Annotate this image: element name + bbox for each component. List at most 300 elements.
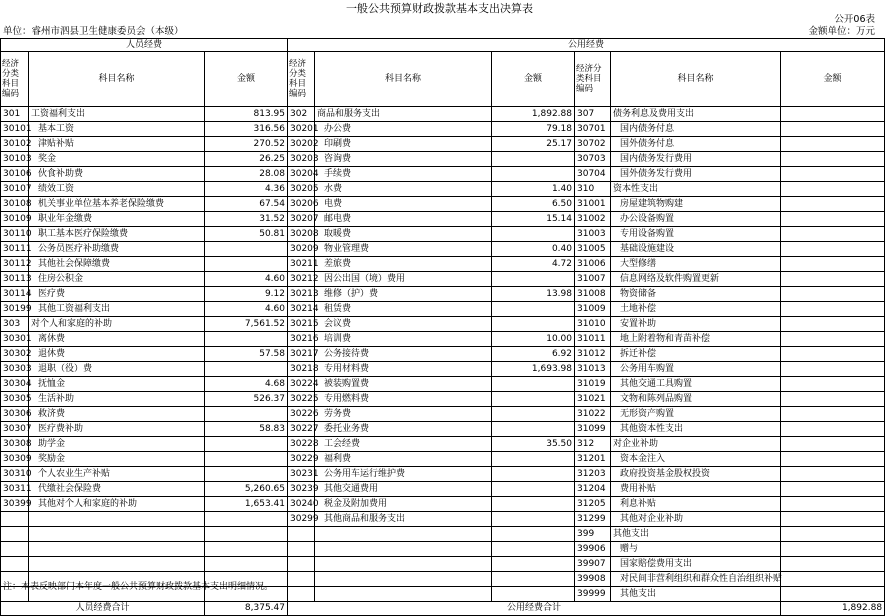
code-cell: 31203 — [575, 467, 611, 482]
table-row — [1, 482, 885, 497]
code-cell: 30199 — [1, 302, 29, 317]
code-cell: 30202 — [288, 137, 315, 152]
footnote: 注：本表反映部门本年度一般公共预算财政拨款基本支出明细情况。 — [3, 582, 274, 592]
code-cell: 30207 — [288, 212, 315, 227]
amount-cell — [781, 392, 885, 407]
table-row — [1, 332, 885, 347]
name-cell: 其他交通工具购置 — [611, 377, 781, 392]
name-cell: 住房公积金 — [29, 272, 205, 287]
table-row — [1, 272, 885, 287]
amount-cell — [205, 467, 288, 482]
amount-cell: 50.81 — [205, 227, 288, 242]
table-row — [1, 527, 885, 542]
code-cell: 31012 — [575, 347, 611, 362]
code-cell: 30205 — [288, 182, 315, 197]
table-row — [1, 542, 885, 557]
name-cell: 印刷费 — [315, 137, 492, 152]
amount-cell — [781, 257, 885, 272]
code-cell: 30208 — [288, 227, 315, 242]
amount-cell — [492, 302, 575, 317]
totals-row — [1, 602, 885, 616]
amount-cell: 25.17 — [492, 137, 575, 152]
amount-cell — [781, 362, 885, 377]
empty-cell — [29, 557, 205, 572]
empty-cell — [288, 587, 315, 602]
amount-cell: 4.60 — [205, 272, 288, 287]
public-total-amount: 1,892.88 — [781, 602, 885, 616]
amount-cell — [781, 272, 885, 287]
name-column-header: 科目名称 — [611, 52, 781, 107]
name-cell: 国家赔偿费用支出 — [611, 557, 781, 572]
amount-cell — [781, 497, 885, 512]
name-cell: 国外债务发行费用 — [611, 167, 781, 182]
amount-cell: 9.12 — [205, 287, 288, 302]
amount-cell — [492, 467, 575, 482]
name-cell: 医疗费 — [29, 287, 205, 302]
code-cell: 31205 — [575, 497, 611, 512]
code-cell: 30101 — [1, 122, 29, 137]
report-title: 一般公共预算财政拨款基本支出决算表 — [346, 2, 533, 15]
code-cell: 30703 — [575, 152, 611, 167]
amount-cell: 7,561.52 — [205, 317, 288, 332]
amount-cell — [781, 557, 885, 572]
name-cell: 基础设施建设 — [611, 242, 781, 257]
code-cell: 30301 — [1, 332, 29, 347]
amount-cell — [781, 482, 885, 497]
code-cell: 399 — [575, 527, 611, 542]
amount-cell: 28.08 — [205, 167, 288, 182]
name-cell: 电费 — [315, 197, 492, 212]
name-cell: 对个人和家庭的补助 — [29, 317, 205, 332]
name-cell: 水费 — [315, 182, 492, 197]
code-cell: 31011 — [575, 332, 611, 347]
amount-cell — [781, 167, 885, 182]
code-cell: 30225 — [288, 392, 315, 407]
amount-cell — [492, 407, 575, 422]
empty-cell — [205, 542, 288, 557]
name-cell: 伙食补助费 — [29, 167, 205, 182]
name-cell: 绩效工资 — [29, 182, 205, 197]
empty-cell — [492, 542, 575, 557]
name-column-header: 科目名称 — [29, 52, 205, 107]
table-row — [1, 167, 885, 182]
amount-cell: 31.52 — [205, 212, 288, 227]
amount-cell — [781, 242, 885, 257]
name-cell: 个人农业生产补贴 — [29, 467, 205, 482]
code-cell: 30702 — [575, 137, 611, 152]
name-cell: 手续费 — [315, 167, 492, 182]
empty-cell — [29, 527, 205, 542]
amount-cell: 6.50 — [492, 197, 575, 212]
amount-cell: 526.37 — [205, 392, 288, 407]
table-row — [1, 107, 885, 122]
empty-cell — [492, 587, 575, 602]
name-cell: 债务利息及费用支出 — [611, 107, 781, 122]
empty-cell — [29, 542, 205, 557]
amount-cell — [781, 227, 885, 242]
code-cell: 30112 — [1, 257, 29, 272]
amount-cell — [781, 182, 885, 197]
empty-cell — [288, 572, 315, 587]
name-cell: 基本工资 — [29, 122, 205, 137]
name-cell: 委托业务费 — [315, 422, 492, 437]
table-row — [1, 137, 885, 152]
name-cell: 办公设备购置 — [611, 212, 781, 227]
empty-cell — [1, 557, 29, 572]
amount-cell — [781, 332, 885, 347]
table-row — [1, 422, 885, 437]
amount-cell: 58.83 — [205, 422, 288, 437]
name-cell: 代缴社会保险费 — [29, 482, 205, 497]
name-cell: 取暖费 — [315, 227, 492, 242]
code-cell: 30108 — [1, 197, 29, 212]
code-cell: 31010 — [575, 317, 611, 332]
name-cell: 大型修缮 — [611, 257, 781, 272]
code-cell: 303 — [1, 317, 29, 332]
code-cell: 30106 — [1, 167, 29, 182]
name-cell: 专用燃料费 — [315, 392, 492, 407]
name-cell: 其他资本性支出 — [611, 422, 781, 437]
name-cell: 退职（役）费 — [29, 362, 205, 377]
amount-cell: 4.60 — [205, 302, 288, 317]
code-cell: 31003 — [575, 227, 611, 242]
code-cell: 31204 — [575, 482, 611, 497]
name-cell: 政府投资基金股权投资 — [611, 467, 781, 482]
amount-cell — [492, 392, 575, 407]
empty-cell — [205, 557, 288, 572]
empty-cell — [1, 527, 29, 542]
name-cell: 咨询费 — [315, 152, 492, 167]
code-cell: 31001 — [575, 197, 611, 212]
table-row — [1, 302, 885, 317]
amount-cell — [205, 242, 288, 257]
name-cell: 其他对个人和家庭的补助 — [29, 497, 205, 512]
empty-cell — [492, 527, 575, 542]
code-column-header: 经济分类科目编码 — [575, 52, 611, 107]
code-cell: 31013 — [575, 362, 611, 377]
code-cell: 39908 — [575, 572, 611, 587]
code-cell: 31022 — [575, 407, 611, 422]
empty-cell — [205, 512, 288, 527]
code-cell: 30302 — [1, 347, 29, 362]
code-cell: 30102 — [1, 137, 29, 152]
code-cell: 30305 — [1, 392, 29, 407]
name-cell: 商品和服务支出 — [315, 107, 492, 122]
name-cell: 退休费 — [29, 347, 205, 362]
amount-cell: 1.40 — [492, 182, 575, 197]
code-cell: 301 — [1, 107, 29, 122]
name-cell: 国内债务发行费用 — [611, 152, 781, 167]
code-cell: 30218 — [288, 362, 315, 377]
name-cell: 无形资产购置 — [611, 407, 781, 422]
name-cell: 其他支出 — [611, 527, 781, 542]
amount-cell — [492, 422, 575, 437]
amount-cell — [781, 527, 885, 542]
amount-cell — [781, 542, 885, 557]
name-cell: 专用设备购置 — [611, 227, 781, 242]
code-cell: 30109 — [1, 212, 29, 227]
amount-cell — [781, 137, 885, 152]
code-cell: 30107 — [1, 182, 29, 197]
amount-cell — [492, 377, 575, 392]
amount-cell: 5,260.65 — [205, 482, 288, 497]
amount-cell: 1,653.41 — [205, 497, 288, 512]
code-cell: 30201 — [288, 122, 315, 137]
name-cell: 因公出国（境）费用 — [315, 272, 492, 287]
table-row — [1, 242, 885, 257]
code-cell: 30228 — [288, 437, 315, 452]
code-cell: 30227 — [288, 422, 315, 437]
amount-cell — [781, 302, 885, 317]
name-cell: 抚恤金 — [29, 377, 205, 392]
code-cell: 30399 — [1, 497, 29, 512]
code-cell: 30239 — [288, 482, 315, 497]
name-cell: 国内债务付息 — [611, 122, 781, 137]
name-cell: 培训费 — [315, 332, 492, 347]
table-row — [1, 452, 885, 467]
name-cell: 医疗费补助 — [29, 422, 205, 437]
code-cell: 31007 — [575, 272, 611, 287]
table-row — [1, 392, 885, 407]
name-cell: 被装购置费 — [315, 377, 492, 392]
code-cell: 30701 — [575, 122, 611, 137]
code-cell: 31201 — [575, 452, 611, 467]
code-cell: 30211 — [288, 257, 315, 272]
code-cell: 30214 — [288, 302, 315, 317]
amount-cell: 6.92 — [492, 347, 575, 362]
amount-cell: 813.95 — [205, 107, 288, 122]
code-cell: 30209 — [288, 242, 315, 257]
code-cell: 30311 — [1, 482, 29, 497]
amount-cell — [781, 197, 885, 212]
name-cell: 对企业补助 — [611, 437, 781, 452]
name-cell: 公务用车购置 — [611, 362, 781, 377]
name-cell: 其他交通费用 — [315, 482, 492, 497]
empty-cell — [492, 557, 575, 572]
public-section-header: 公用经费 — [288, 39, 885, 52]
name-cell: 税金及附加费用 — [315, 497, 492, 512]
code-cell: 307 — [575, 107, 611, 122]
amount-cell — [205, 332, 288, 347]
amount-cell — [781, 452, 885, 467]
code-cell: 30111 — [1, 242, 29, 257]
code-cell: 30303 — [1, 362, 29, 377]
table-row — [1, 197, 885, 212]
name-cell: 其他商品和服务支出 — [315, 512, 492, 527]
amount-cell: 10.00 — [492, 332, 575, 347]
name-cell: 会议费 — [315, 317, 492, 332]
name-cell: 津贴补贴 — [29, 137, 205, 152]
personnel-total-amount: 8,375.47 — [205, 602, 288, 616]
name-cell: 租赁费 — [315, 302, 492, 317]
amount-cell — [492, 512, 575, 527]
amount-cell — [781, 512, 885, 527]
code-cell: 31099 — [575, 422, 611, 437]
amount-column-header: 金额 — [492, 52, 575, 107]
form-number: 公开06表 — [834, 14, 875, 25]
code-cell: 31008 — [575, 287, 611, 302]
code-cell: 30212 — [288, 272, 315, 287]
amount-cell — [781, 422, 885, 437]
table-row — [1, 227, 885, 242]
reporting-unit: 单位：睿州市泗县卫生健康委员会（本级） — [3, 26, 184, 37]
table-row — [1, 377, 885, 392]
table-row — [1, 212, 885, 227]
code-cell: 30114 — [1, 287, 29, 302]
code-cell: 30307 — [1, 422, 29, 437]
empty-cell — [1, 542, 29, 557]
amount-cell — [781, 572, 885, 587]
amount-cell — [205, 257, 288, 272]
table-row — [1, 182, 885, 197]
name-cell: 物业管理费 — [315, 242, 492, 257]
amount-cell — [205, 437, 288, 452]
amount-cell — [781, 122, 885, 137]
code-cell: 31009 — [575, 302, 611, 317]
amount-cell — [205, 362, 288, 377]
code-cell: 30204 — [288, 167, 315, 182]
name-cell: 维修（护）费 — [315, 287, 492, 302]
name-cell: 其他社会保障缴费 — [29, 257, 205, 272]
code-cell: 30213 — [288, 287, 315, 302]
amount-cell — [492, 167, 575, 182]
name-cell: 安置补助 — [611, 317, 781, 332]
table-row — [1, 362, 885, 377]
table-row — [1, 257, 885, 272]
empty-cell — [1, 512, 29, 527]
name-cell: 办公费 — [315, 122, 492, 137]
name-cell: 邮电费 — [315, 212, 492, 227]
amount-cell: 4.68 — [205, 377, 288, 392]
amount-cell: 1,693.98 — [492, 362, 575, 377]
name-cell: 拆迁补偿 — [611, 347, 781, 362]
code-column-header: 经济分类科目编码 — [1, 52, 29, 107]
amount-cell: 67.54 — [205, 197, 288, 212]
code-cell: 31006 — [575, 257, 611, 272]
code-cell: 31021 — [575, 392, 611, 407]
empty-cell — [315, 542, 492, 557]
table-body — [1, 107, 885, 602]
name-cell: 职业年金缴费 — [29, 212, 205, 227]
code-cell: 30308 — [1, 437, 29, 452]
empty-cell — [205, 527, 288, 542]
name-cell: 助学金 — [29, 437, 205, 452]
code-cell: 30704 — [575, 167, 611, 182]
name-cell: 劳务费 — [315, 407, 492, 422]
money-unit: 金额单位：万元 — [808, 26, 875, 37]
amount-cell: 316.56 — [205, 122, 288, 137]
amount-cell — [781, 407, 885, 422]
code-cell: 30224 — [288, 377, 315, 392]
amount-cell — [492, 452, 575, 467]
table-row — [1, 317, 885, 332]
name-cell: 土地补偿 — [611, 302, 781, 317]
name-cell: 资本金注入 — [611, 452, 781, 467]
code-cell: 302 — [288, 107, 315, 122]
amount-cell — [781, 437, 885, 452]
personnel-section-header: 人员经费 — [1, 39, 288, 52]
name-cell: 奖励金 — [29, 452, 205, 467]
amount-cell — [205, 452, 288, 467]
empty-cell — [492, 572, 575, 587]
table-row — [1, 122, 885, 137]
amount-cell — [781, 107, 885, 122]
empty-cell — [288, 527, 315, 542]
amount-cell: 0.40 — [492, 242, 575, 257]
amount-cell: 57.58 — [205, 347, 288, 362]
amount-cell: 35.50 — [492, 437, 575, 452]
personnel-total-label: 人员经费合计 — [1, 602, 205, 616]
code-cell: 30306 — [1, 407, 29, 422]
code-cell: 30299 — [288, 512, 315, 527]
table-row — [1, 512, 885, 527]
name-cell: 地上附着物和青苗补偿 — [611, 332, 781, 347]
code-column-header: 经济分类科目编码 — [288, 52, 315, 107]
code-cell: 30215 — [288, 317, 315, 332]
amount-cell: 4.36 — [205, 182, 288, 197]
amount-cell: 79.18 — [492, 122, 575, 137]
code-cell: 30304 — [1, 377, 29, 392]
name-cell: 物资储备 — [611, 287, 781, 302]
amount-cell — [492, 317, 575, 332]
amount-cell — [492, 482, 575, 497]
code-cell: 30231 — [288, 467, 315, 482]
amount-cell: 15.14 — [492, 212, 575, 227]
amount-cell — [781, 587, 885, 602]
name-column-header: 科目名称 — [315, 52, 492, 107]
amount-cell: 13.98 — [492, 287, 575, 302]
code-cell: 30203 — [288, 152, 315, 167]
name-cell: 利息补贴 — [611, 497, 781, 512]
empty-cell — [315, 572, 492, 587]
code-cell: 30309 — [1, 452, 29, 467]
name-cell: 奖金 — [29, 152, 205, 167]
amount-cell: 26.25 — [205, 152, 288, 167]
code-cell: 31005 — [575, 242, 611, 257]
table-row — [1, 437, 885, 452]
amount-cell — [781, 287, 885, 302]
name-cell: 福利费 — [315, 452, 492, 467]
name-cell: 文物和陈列品购置 — [611, 392, 781, 407]
name-cell: 其他对企业补助 — [611, 512, 781, 527]
name-cell: 机关事业单位基本养老保险缴费 — [29, 197, 205, 212]
empty-cell — [315, 527, 492, 542]
amount-cell — [492, 272, 575, 287]
table-row — [1, 407, 885, 422]
name-cell: 差旅费 — [315, 257, 492, 272]
amount-column-header: 金额 — [781, 52, 885, 107]
name-cell: 工资福利支出 — [29, 107, 205, 122]
empty-cell — [315, 587, 492, 602]
amount-cell: 1,892.88 — [492, 107, 575, 122]
amount-cell: 270.52 — [205, 137, 288, 152]
name-cell: 离休费 — [29, 332, 205, 347]
code-cell: 30310 — [1, 467, 29, 482]
code-cell: 31002 — [575, 212, 611, 227]
table-row — [1, 497, 885, 512]
code-cell: 30103 — [1, 152, 29, 167]
name-cell: 生活补助 — [29, 392, 205, 407]
name-cell: 对民间非营利组织和群众性自治组织补贴 — [611, 572, 781, 587]
amount-cell: 4.72 — [492, 257, 575, 272]
name-cell: 信息网络及软件购置更新 — [611, 272, 781, 287]
code-cell: 31299 — [575, 512, 611, 527]
code-cell: 30217 — [288, 347, 315, 362]
amount-cell — [781, 212, 885, 227]
amount-column-header: 金额 — [205, 52, 288, 107]
amount-cell — [781, 317, 885, 332]
code-cell: 30110 — [1, 227, 29, 242]
